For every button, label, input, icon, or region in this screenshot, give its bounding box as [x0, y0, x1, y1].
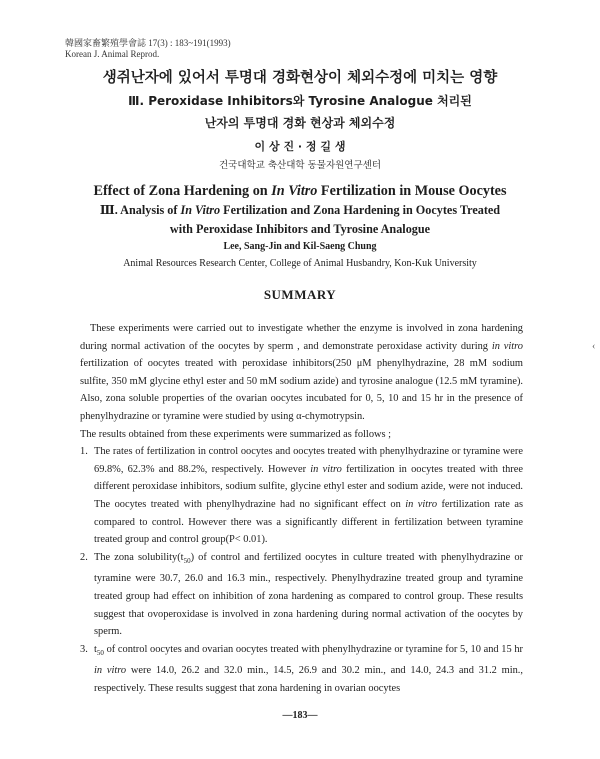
summary-paragraph-1: These experiments were carried out to investigate whether the enzyme is involved in zona hardening during normal activation of the oocytes by sperm , and demonstrate peroxidase activity during in vitro fertilization of oocytes treated with peroxidase inhibitors(250 μM phenylhydrazine, 28 mM sodium sulfite, 350 mM glycine ethyl ester and 50 mM sodium azide) and tyrosine analogue (12.5 mM tyramine). Also, zona soluble properties of the ovarian oocytes incubated for 0, 5, 10 and 15 hr in the presence of phenylhydrazine or tyramine were studied by using α-chymotrypsin.: [80, 323, 524, 422]
english-authors: Lee, Sang-Jin and Kil-Saeng Chung: [223, 241, 377, 252]
journal-citation: 韓國家畜繁殖學會誌 17(3) : 183~191(1993): [65, 38, 231, 48]
results-list: [80, 443, 523, 697]
journal-name: Korean J. Animal Reprod.: [65, 49, 160, 59]
result-item-3: 3. $t_{50}$ of control oocytes and ovarian oocytes treated with phenylhydrazine or tyramine for 5, 10 and 15 hr in vitro were 14.0, 26.2 and 32.0 min., 14.5, 26.9 and 30.2 min., and 14.0, 24.3 and 31.2 min., respectively. These results suggest that zona hardening in ovarian oocytes: [80, 643, 524, 695]
result-item-2: 2. The zona $solubility(t_{50})$ of control and fertilized oocytes in culture treated with phenylhydrazine or tyramine were 30.7, 26.0 and 16.3 min., respectively. Phenylhydrazine treated group and tyramine treated group had effect on inhibition of zona hardening as compared to control group. These results suggest that ovoperoxidase is involved in zona hardening during normal activation of the oocytes by sperm.: [80, 551, 523, 638]
korean-title: 생쥐난자에 있어서 투명대 경화현상이 체외수정에 미치는 영향: [102, 70, 498, 86]
english-title: Effect of Zona Hardening on In Vitro Fertilization in Mouse Oocytes: [93, 183, 507, 199]
page-number: —183—: [282, 710, 318, 721]
summary-paragraph-2: The results obtained from these experiments were summarized as follows ;: [80, 428, 392, 440]
result-item-1: 1. The rates of fertilization in control oocytes and oocytes treated with phenylhydrazine or tyramine were 69.8%, 62.3% and 88.2%, respectively. However in vitro fertilization in oocytes treated with three different peroxidase inhibitors, sodium sulfite, glycine ethyl ester and sodium azide, were not induced. The oocytes treated with phenylhydrazine had no significant effect on in vitro fertilization rate as compared to control. However there was a significantly different in fertilization between tyramine treated group and control group(P< 0.01).: [80, 446, 523, 546]
korean-subtitle-line1: Ⅲ. Peroxidase Inhibitors와 Tyrosine Analogue 처리된: [128, 94, 472, 108]
margin-mark: ‹: [592, 341, 596, 352]
korean-authors: 이 상 진 · 정 길 생: [254, 140, 346, 153]
english-subtitle-line1: Ⅲ. Analysis of In Vitro Fertilization and Zona Hardening in Oocytes Treated: [99, 203, 501, 217]
korean-affiliation: 건국대학교 축산대학 동물자원연구센터: [218, 160, 382, 171]
english-affiliation: Animal Resources Research Center, College of Animal Husbandry, Kon-Kuk University: [123, 258, 477, 269]
summary-heading: SUMMARY: [263, 287, 337, 302]
summary-body: [80, 320, 523, 698]
korean-subtitle-line2: 난자의 투명대 경화 현상과 체외수정: [204, 116, 396, 130]
english-subtitle-line2: with Peroxidase Inhibitors and Tyrosine Analogue: [169, 222, 431, 236]
